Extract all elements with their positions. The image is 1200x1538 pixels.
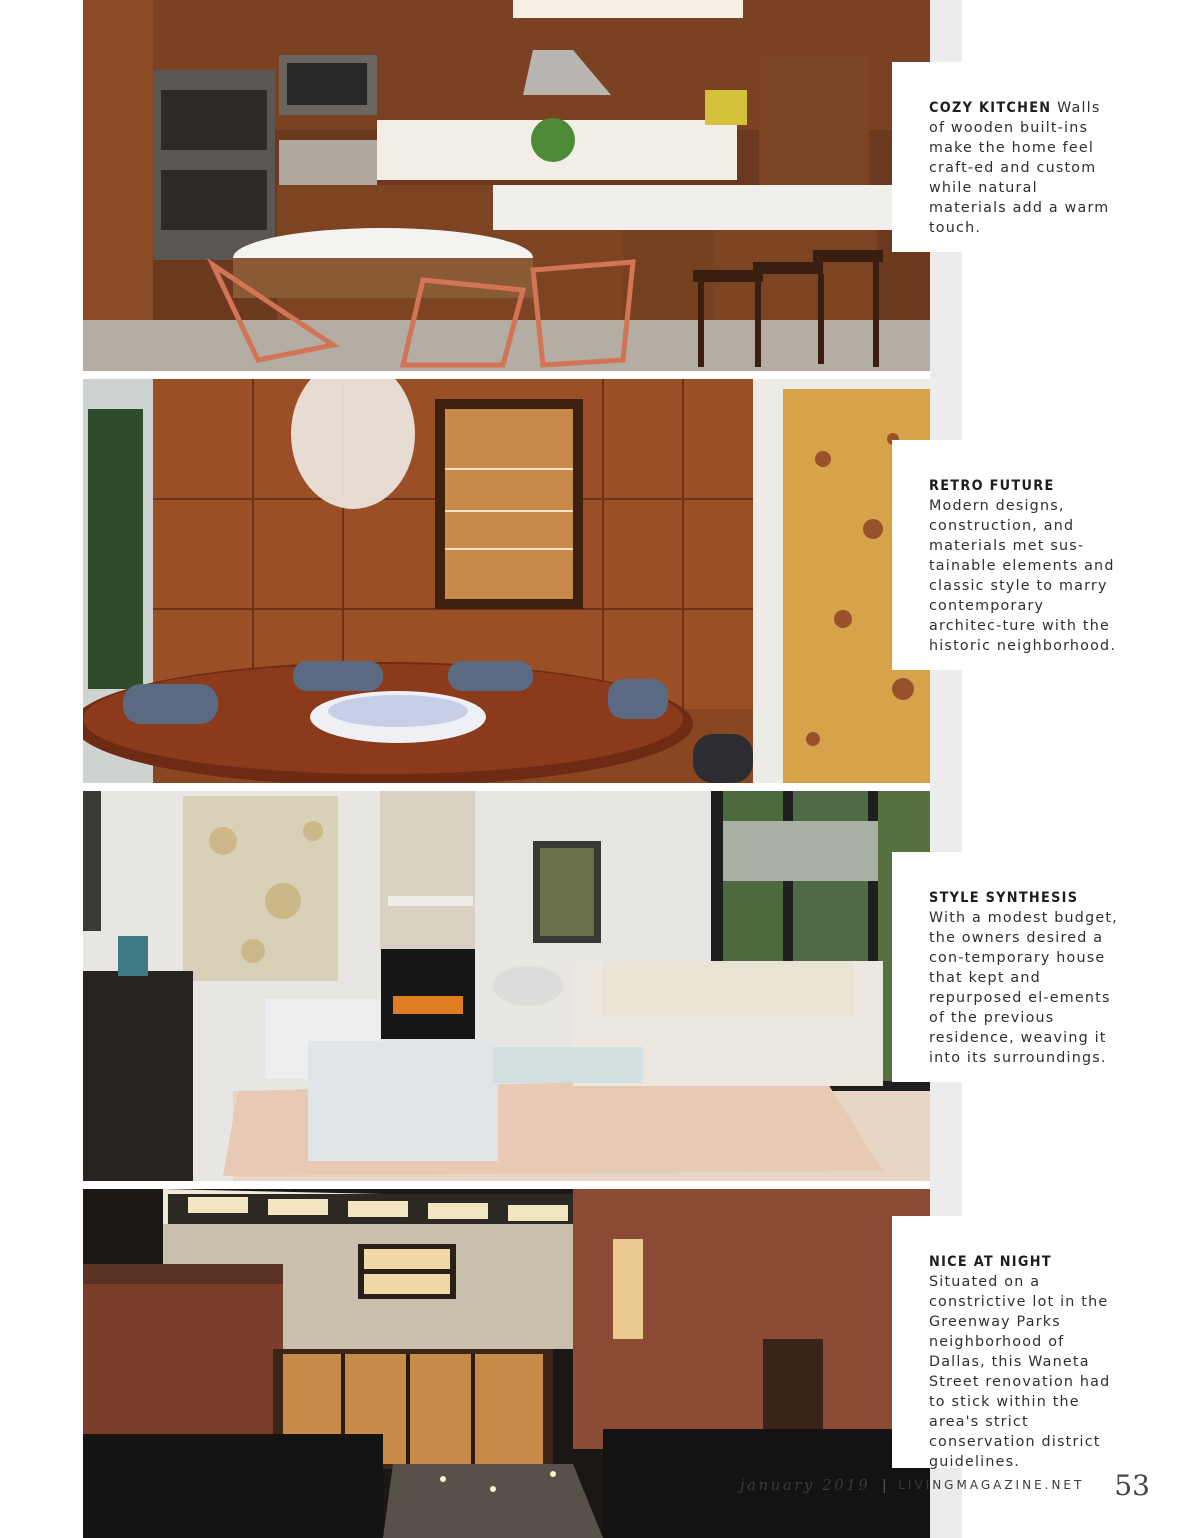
- caption-heading: STYLE SYNTHESIS: [929, 890, 1079, 906]
- page-number: 53: [1114, 1468, 1150, 1502]
- caption-box-living: [892, 852, 1200, 1082]
- caption-heading: RETRO FUTURE: [929, 478, 1055, 494]
- caption-body: Modern designs, construction, and materials met sus-tainable elements and classic style to marry contemporary architec-ture with the historic neighborhood.: [929, 498, 1117, 654]
- page-footer: [700, 1468, 1150, 1502]
- issue-date: january 2019: [739, 1476, 871, 1494]
- caption-body: Situated on a constrictive lot in the Greenway Parks neighborhood of Dallas, this Waneta Street renovation had to stick within the area's strict conservation district guidelines.: [929, 1274, 1111, 1470]
- caption-kitchen: [929, 98, 1119, 238]
- caption-box-kitchen: [892, 62, 1200, 252]
- caption-night: [929, 1252, 1119, 1472]
- living-room-photo: [83, 791, 930, 1181]
- caption-heading: NICE AT NIGHT: [929, 1254, 1052, 1270]
- kitchen-photo: [83, 0, 930, 371]
- caption-heading: COZY KITCHEN: [929, 100, 1052, 116]
- footer-separator: |: [882, 1476, 887, 1494]
- website-link[interactable]: LIVINGMAGAZINE.NET: [898, 1478, 1085, 1492]
- caption-body: With a modest budget, the owners desired a con-temporary house that kept and repurposed el-ements of the previous residence, weaving it into its surroundings.: [929, 910, 1118, 1066]
- caption-body: Walls of wooden built-ins make the home feel craft-ed and custom while natural materials add a warm touch.: [929, 100, 1110, 236]
- caption-box-night: [892, 1216, 1200, 1468]
- caption-dining: [929, 476, 1119, 656]
- caption-box-dining: [892, 440, 1200, 670]
- caption-living: [929, 888, 1119, 1068]
- dining-room-photo: [83, 379, 930, 783]
